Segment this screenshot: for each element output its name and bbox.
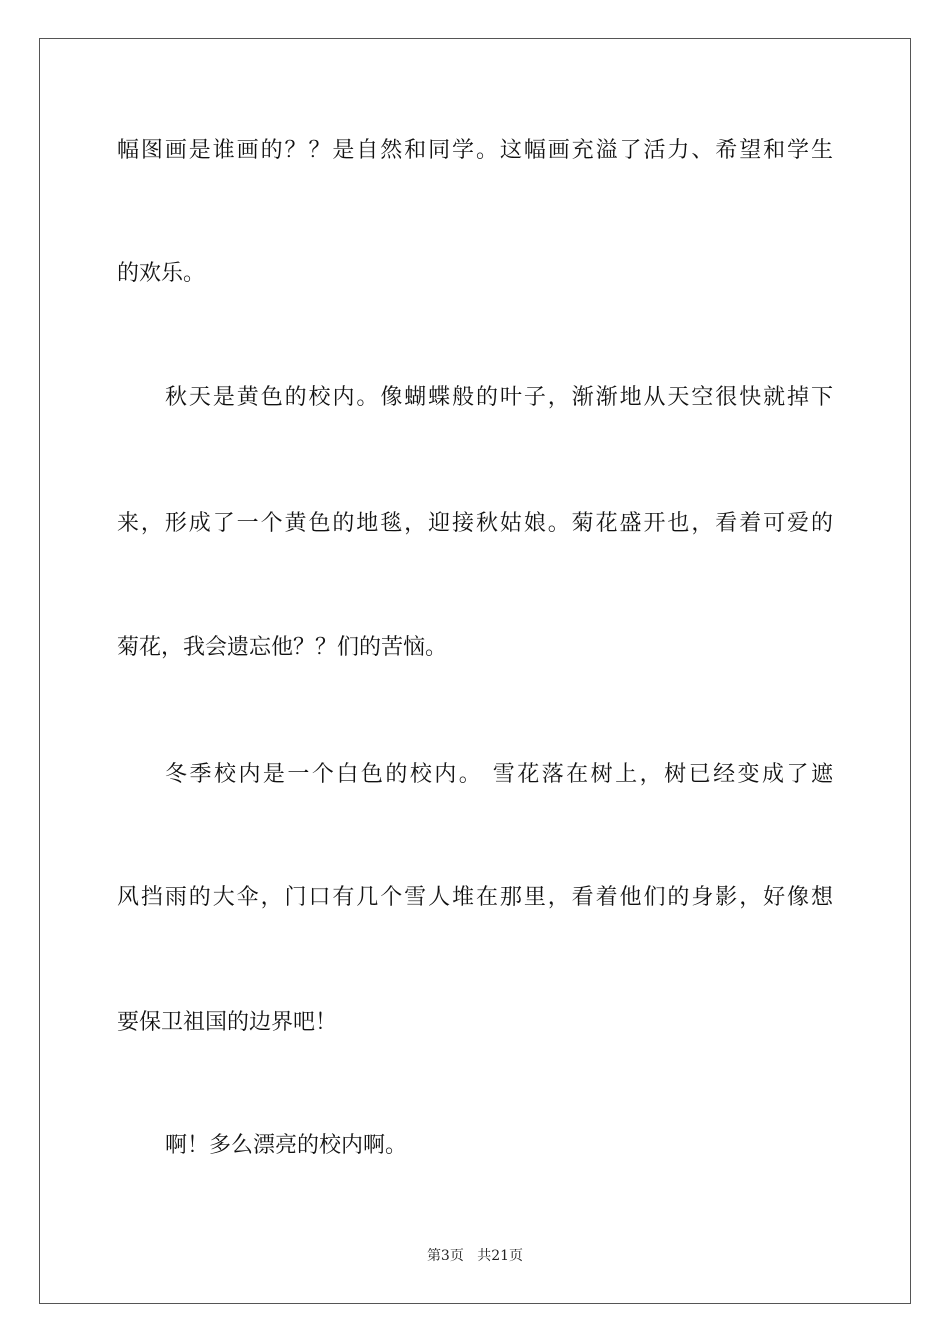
paragraph-2-line-2: 来，形成了一个黄色的地毯，迎接秋姑娘。菊花盛开也，看着可爱的 [117, 511, 833, 536]
page-number: 第3页 [426, 1248, 464, 1264]
paragraph-2-line-3: 菊花，我会遗忘他？？们的苦恼。 [117, 635, 448, 660]
paragraph-3-line-2: 风挡雨的大伞，门口有几个雪人堆在那里，看着他们的身影，好像想 [117, 885, 833, 910]
page-frame [39, 38, 911, 1304]
paragraph-2-line-1: 秋天是黄色的校内。像蝴蝶般的叶子，渐渐地从天空很快就掉下 [165, 385, 833, 410]
paragraph-3-line-3: 要保卫祖国的边界吧！ [117, 1010, 338, 1035]
paragraph-4-line-1: 啊！多么漂亮的校内啊。 [165, 1133, 408, 1158]
total-pages: 共21页 [477, 1248, 524, 1264]
paragraph-1-line-1: 幅图画是谁画的？？是自然和同学。这幅画充溢了活力、希望和学生 [117, 138, 833, 163]
paragraph-1-line-2: 的欢乐。 [117, 261, 206, 286]
paragraph-3-line-1: 冬季校内是一个白色的校内。 雪花落在树上，树已经变成了遮 [165, 762, 833, 787]
page-footer [0, 1246, 950, 1266]
